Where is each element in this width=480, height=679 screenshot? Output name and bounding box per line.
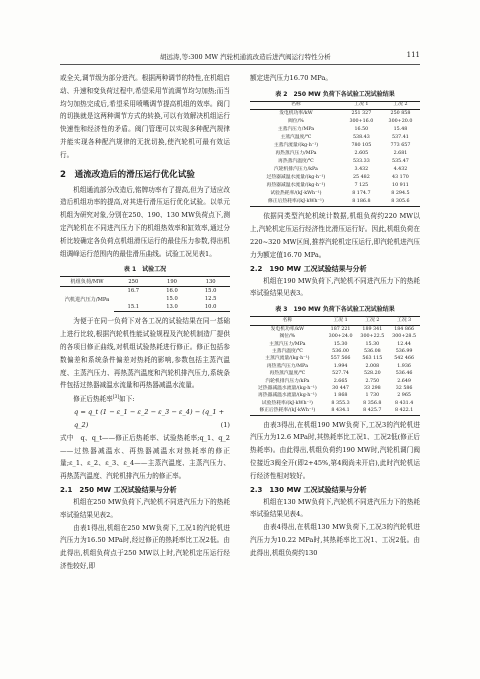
row-label: 阀位/%: [288, 119, 304, 125]
table-3: [250, 316, 420, 415]
row-label: 汽机进汽压力/MPa: [64, 296, 110, 303]
table-cell: 3.432: [354, 167, 369, 173]
equation-number: (1): [220, 420, 230, 429]
table-header: 名称: [250, 317, 325, 326]
table-row: [250, 190, 420, 198]
row-label: 主蒸汽温度/℃: [280, 135, 312, 141]
row-label: 主蒸汽温度/℃: [271, 348, 303, 354]
table-row: [250, 407, 420, 415]
paragraph: 额定进汽压力16.70 MPa。: [250, 74, 332, 82]
table-cell: 1.936: [397, 363, 411, 369]
table-cell: 251 327: [351, 111, 372, 117]
table-cell: 8 186.8: [342, 198, 381, 207]
table-cell: 300+22.5: [360, 334, 385, 340]
paragraph: 由表3得出,在机组190 MW负荷下,工况3的汽轮机进汽压力为12.6 MPa时,其热耗率比工况1、工况2低(修正后热耗率)。由此得出,机组负荷约190 MW时,汽轮机调门阀位接近3阀全开(即2+45%,第4阀尚未开启),此时汽轮机运行经济性相对较好。: [250, 420, 420, 480]
table-cell: 15.0: [204, 288, 217, 295]
table-cell: 2.649: [397, 378, 411, 384]
table-cell: 15.1: [114, 303, 153, 312]
section-2-title: 2 通流改造后的滑压运行优化试验: [60, 169, 195, 180]
table-cell: 8 356.8: [363, 400, 382, 406]
table-cell: 1 868: [333, 393, 348, 399]
page-header: [60, 52, 420, 65]
table-3-caption: 表 3 190 MW 负荷下各试验工况试验结果: [275, 306, 395, 314]
table-cell: 16.50: [354, 127, 369, 133]
table-row: [250, 126, 420, 134]
table-cell: 189 341: [362, 326, 383, 332]
table-row: [250, 158, 420, 166]
row-label: 主蒸汽流量/(kg·h⁻¹): [265, 356, 310, 362]
running-head: 胡远涛,等:300 MW 汽轮机通流改造后进汽阀运行特性分析: [160, 53, 331, 61]
table-cell: 8 422.1: [388, 407, 420, 415]
table-row: [250, 110, 420, 119]
row-label: 发电机功率/kW: [270, 326, 305, 332]
paragraph: [60, 392, 230, 406]
table-header: 名称: [250, 101, 342, 110]
table-row: [250, 378, 420, 385]
row-label: 试验热耗率/(kJ·kWh⁻¹): [261, 400, 313, 406]
table-header: 工况 1: [325, 317, 357, 326]
table-cell: 536.00: [332, 348, 349, 354]
row-label: 再热蒸汽温度/℃: [278, 159, 314, 165]
table-1: [60, 276, 230, 312]
table-row: [250, 182, 420, 190]
table-2: [250, 101, 420, 208]
table-cell: 2.008: [365, 363, 380, 369]
table-cell: 8 355.3: [331, 400, 350, 406]
row-label: 过热器减温水流量/(kg·h⁻¹): [257, 386, 317, 392]
row-label: 试验热耗率/(kJ·kWh⁻¹): [270, 191, 322, 197]
table-cell: 15.48: [393, 127, 408, 133]
table-cell: 13.0: [153, 303, 192, 312]
table-cell: 250 858: [390, 111, 411, 117]
citation: [3]: [112, 395, 120, 401]
table-header: 工况 3: [388, 317, 420, 326]
table-cell: 563 115: [362, 356, 383, 362]
row-label: 过热器减温水流量/(kg·h⁻¹): [266, 175, 326, 181]
table-cell: [114, 295, 153, 303]
paragraph: 由表4得出,在机组130 MW负荷下,工况3的汽轮机进汽压力为10.22 MPa时,其热耗率比工况1、工况2低。由此得出,机组负荷约130: [250, 523, 420, 557]
table-cell: 187 221: [330, 326, 351, 332]
table-cell: 533.33: [352, 159, 370, 165]
table-row: [250, 363, 420, 370]
equation-1: [60, 406, 230, 432]
table-cell: 15.30: [365, 341, 380, 347]
row-label: 再热蒸汽温度/℃: [269, 371, 306, 377]
table-cell: 32 586: [395, 386, 413, 392]
text: 如下:: [119, 395, 135, 404]
table-cell: 300+24.0: [328, 334, 353, 340]
table-cell: 184 866: [394, 326, 415, 332]
table-cell: 15.0: [166, 296, 178, 303]
row-label: 发电机功率/kW: [279, 111, 313, 117]
subsection-2-1-title: 2.1 250 MW 工况试验结果与分析: [60, 485, 177, 494]
table-row: [250, 166, 420, 174]
table-cell: 7 125: [354, 183, 369, 189]
table-header: 工况 2: [356, 317, 388, 326]
table-cell: 8 294.5: [391, 191, 410, 197]
table-row: [250, 341, 420, 348]
left-column: [60, 72, 230, 573]
table-cell: 8 434.1: [325, 407, 357, 415]
table-row: [250, 400, 420, 407]
subsection-2-2-title: 2.2 190 MW 工况试验结果与分析: [250, 264, 367, 273]
equation: q = q_t (1 − ε_1 − ε_2 − ε_3 − ε_4) − (q_1 + q_2): [74, 408, 225, 429]
table-row: [250, 355, 420, 362]
table-row: [250, 198, 420, 207]
table-cell: 557 566: [330, 356, 351, 362]
table-cell: 16.7: [127, 288, 140, 295]
table-row: [250, 385, 420, 392]
row-label: 再热蒸汽压力/MPa: [275, 151, 317, 157]
table-1-caption: 表 1 试验工况: [123, 266, 167, 274]
table-2-caption: 表 2 250 MW 负荷下各试验工况试验结果: [275, 90, 395, 98]
table-cell: 43 170: [392, 175, 409, 181]
table-cell: 300+20.0: [388, 119, 413, 125]
table-row: [250, 333, 420, 340]
row-label: 主蒸汽流量/(kg·h⁻¹): [273, 143, 319, 149]
table-cell: 536.08: [363, 348, 381, 354]
paragraph: 式中 q、q_t——修正后热耗率、试验热耗率;q_1、q_2——过热器减温水、再热器减温水对热耗率的修正量;ε_1、ε_2、ε_3、ε_4——主蒸汽温度、主蒸汽压力、再热蒸汽温度、汽轮机排汽压力的修正率。: [60, 433, 230, 481]
table-header: 190: [153, 277, 192, 287]
table-cell: 10.0: [191, 303, 230, 312]
table-cell: 300+28.5: [392, 334, 417, 340]
paragraph: 机组在250 MW负荷下,汽轮机不同进汽压力下的热耗率试验结果见表2。: [60, 497, 230, 519]
paragraph: 或全关,调节级为部分进汽。根据两种调节的特性,在机组启动、升速和变负荷过程中,希望采用节流调节均匀加热;而当均匀加热完成后,希望采用喷嘴调节提高机组的效率。阀门的切换就是这两种调节方式的转换,可以有效解决机组运行快速性和经济性的矛盾。阀门管理可以实现多种配汽规律并能实现各种配汽规律的无扰切换,使汽轮机可最有效运行。: [60, 74, 230, 159]
table-cell: 2.750: [365, 378, 380, 384]
table-header: 130: [191, 277, 230, 287]
table-cell: 2 965: [397, 393, 411, 399]
row-label: 再热蒸汽压力/MPa: [266, 363, 308, 369]
table-cell: 538.43: [352, 135, 370, 141]
row-label: 汽轮机排汽压力/kPa: [265, 378, 310, 384]
table-header: 机组负荷/MW: [60, 277, 114, 287]
page-number: 111: [406, 51, 420, 59]
row-label: 再热器减温水流量/(kg·h⁻¹): [266, 183, 326, 189]
table-cell: 773 657: [390, 143, 411, 149]
table-cell: 2.665: [333, 378, 348, 384]
table-cell: 4.432: [393, 167, 408, 173]
row-label: 修正后热耗率/(kJ·kWh⁻¹): [250, 407, 325, 415]
table-cell: 12.5: [204, 296, 217, 303]
right-column: [250, 72, 420, 560]
table-header: 工况 2: [381, 101, 420, 110]
table-cell: 8 174.7: [352, 191, 371, 197]
table-cell: 10 911: [392, 183, 409, 189]
table-cell: 2.605: [354, 151, 369, 157]
subsection-2-3-title: 2.3 130 MW 工况试验结果与分析: [250, 485, 367, 494]
table-cell: 8 305.6: [381, 198, 420, 207]
paragraph: 为便于在同一负荷下对各工况的试验结果在同一基础上进行比较,根据汽轮机性能试验规程及汽轮机制造厂提供的各项目修正曲线,对机组试验热耗进行修正。修正包括参数偏差和系统条件偏差对热耗的影响,参数包括主蒸汽温度、主蒸汽压力、再热蒸汽温度和汽轮机排汽压力,系统条件包括过热器减温水流量和再热器减温水流量。: [60, 317, 230, 390]
table-header: 工况 1: [342, 101, 381, 110]
table-cell: 16.0: [166, 288, 178, 295]
table-cell: 15.30: [333, 341, 348, 347]
table-row: [250, 348, 420, 355]
table-row: [250, 392, 420, 399]
table-row: [250, 370, 420, 377]
text: 修正后热耗率: [73, 395, 113, 404]
table-row: [250, 142, 420, 150]
table-row: [250, 118, 420, 126]
row-label: 汽轮机排汽压力/kPa: [273, 167, 318, 173]
table-cell: 12.44: [397, 341, 411, 347]
table-header: 250: [114, 277, 153, 287]
table-cell: 528.20: [363, 371, 381, 377]
table-cell: 8 425.7: [356, 407, 388, 415]
table-cell: 25 482: [352, 175, 370, 181]
table-cell: 536.99: [395, 348, 413, 354]
table-cell: 1 730: [365, 393, 380, 399]
paragraph: 机组通流部分改造后,铭牌功率有了提高,但为了适应改造后机组功率的提高,对其进行滑压运行优化试验。以单元机组为研究对象,分别在250、190、130 MW负荷点下,测定汽轮机在不同进汽压力下的机组热效率和缸效率,通过分析比较确定各负荷点机组滑压运行的最佳压力参数,得出机组调峰运行范围内的最佳滑压曲线。试验工况见表1。: [60, 185, 230, 258]
table-row: [250, 150, 420, 158]
paragraph: 机组在190 MW负荷下,汽轮机不同进汽压力下的热耗率试验结果见表3。: [250, 276, 420, 298]
table-cell: 8 431.4: [394, 400, 414, 406]
table-cell: 300+16.0: [349, 119, 374, 125]
table-cell: 536.46: [395, 371, 413, 377]
paragraph: 由表1得出,机组在250 MW负荷下,工况1的汽轮机进汽压力为16.50 MPa时,经过修正的热耗率比工况2低。由此得出,机组负荷点于250 MW以上时,汽轮机定压运行经济性较好,即: [60, 523, 230, 570]
paragraph: 依据同类型汽轮机统计数据,机组负荷约220 MW以上,汽轮机定压运行经济性比滑压运行好。因此,机组负荷在220~320 MW区间,推荐汽轮机定压运行,即汽轮机进汽压力为额定值16.70 MPa。: [250, 212, 420, 259]
row-label: 阀位/%: [279, 334, 296, 340]
table-cell: 537.41: [392, 135, 409, 141]
row-label: 修正后热耗率/(kJ·kWh⁻¹): [250, 198, 342, 207]
table-cell: 1.994: [333, 363, 348, 369]
table-cell: 527.74: [332, 371, 349, 377]
table-cell: 780 105: [351, 143, 372, 149]
paragraph: 机组在130 MW负荷下,汽轮机不同进汽压力下的热耗率试验结果见表4。: [250, 497, 420, 519]
table-cell: 30 447: [332, 386, 349, 392]
table-cell: 33 298: [363, 386, 381, 392]
table-cell: 542 466: [394, 356, 415, 362]
table-row: [250, 134, 420, 142]
row-label: 再热器减温水流量/(kg·h⁻¹): [257, 393, 317, 399]
table-cell: 535.47: [392, 159, 409, 165]
table-row: [250, 325, 420, 333]
table-row: [250, 174, 420, 182]
row-label: 主蒸汽压力/MPa: [277, 127, 315, 133]
row-label: 主蒸汽压力/MPa: [269, 341, 306, 347]
table-cell: 2.681: [393, 151, 408, 157]
